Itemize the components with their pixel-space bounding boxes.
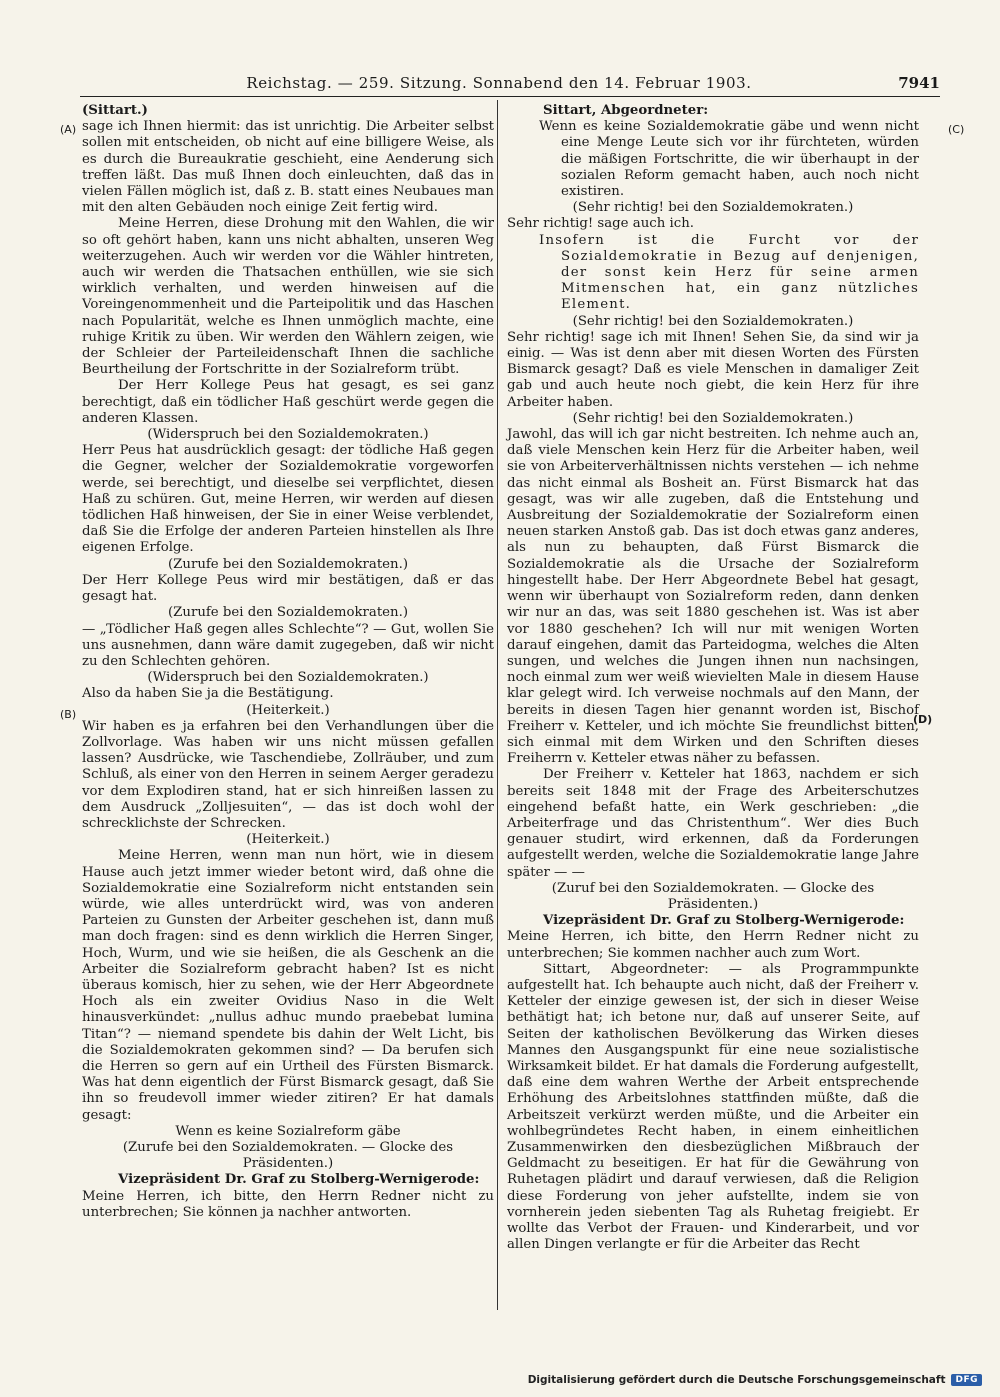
speaker-name: Vizepräsident Dr. Graf zu Stolberg-Wernigerode: [543,913,905,929]
interjection: (Zuruf bei den Sozialdemokraten. — Glocke des Präsidenten.) [551,880,875,912]
paragraph: Sittart, Abgeordneter: — als Programmpunkte aufgestellt hat. Ich behaupte auch nicht, daß der Freiherr v. Ketteler der einzige gewesen ist, der sich in dieser Weise bethätigt hat; ich betone nur, daß auf unserer Seite, auf Seiten der katholischen Bevölkerung das Wirken dieses Mannes den Ausgangspunkt für eine neue sozialistische Wirksamkeit bildet. Er hat damals die Forderung aufgestellt, daß eine dem wahren Werthe der Arbeit entsprechende Erhöhung des Arbeitslohnes stattfinden müßte, daß die Arbeitszeit verkürzt werden müßte, und die Arbeiter ein wohlbegründetes Recht haben, in einem einheitlichen Zusammenwirken den diesbezüglichen Mißbrauch der Geldmacht zu beseitigen. Er hat für die Gewährung von Ruhetagen plädirt und darauf verwiesen, daß die Religion diese Forderung von jeher aufstellte, indem sie von vornherein jeden siebenten Tag als Ruhetag freigiebt. Er wollte das Verbot der Frauen- und Kinderarbeit, und vor allen Dingen verlangte er für die Arbeiter das Recht [507,961,919,1253]
paragraph: Meine Herren, ich bitte, den Herrn Redner nicht zu unterbrechen; Sie können ja nachher antworten. [82,1188,494,1220]
header-rule [80,96,940,97]
speaker-reference: (Sittart.) [82,103,148,118]
paragraph: Sehr richtig! sage auch ich. [507,216,695,232]
interjection: (Sehr richtig! bei den Sozialdemokraten.) [572,200,854,216]
paragraph: Meine Herren, ich bitte, den Herrn Redner nicht zu unterbrechen; Sie kommen nachher auch zum Wort. [507,929,919,961]
interjection: (Zurufe bei den Sozialdemokraten. — Glocke des Präsidenten.) [122,1140,454,1172]
quotation: Wenn es keine Sozialreform gäbe [175,1123,401,1139]
margin-mark-c: (C) [948,123,965,136]
paragraph: Jawohl, das will ich gar nicht bestreiten. Ich nehme auch an, daß viele Menschen kein Herz für die Arbeiter haben, weil sie von Arbeiterverhältnissen nichts verstehen — ich nehme das nicht einmal als Bosheit an. Fürst Bismarck hat das gesagt, was wir alle zugeben, daß die Entstehung und Ausbreitung der Sozialdemokratie der Sozialreform einen neuen starken Anstoß gab. Das ist doch etwas ganz anderes, als nun zu behaupten, daß Fürst Bismarck die Sozialdemokratie als die Ursache der Sozialreform hingestellt habe. Der Herr Abgeordnete Bebel hat gesagt, wenn wir überhaupt von Sozialreform reden, dann denken wir nur an das, was seit 1880 geschehen ist. Was ist aber vor 1880 geschehen? Ich will nur mit wenigen Worten darauf eingehen, damit das Parteidogma, welches die Alten sungen, und welches die Jungen ihnen nun nachsingen, noch einmal zum wer weiß wievielten Male in diesem Hause klar gelegt wird. Ich verweise nochmals auf den Mann, der bereits in diesen Tagen hier genannt worden ist, Bischof Freiherr v. Ketteler, und ich möchte Sie freundlichst bitten, sich einmal mit dem Wirken und den Schriften dieses Freiherrn v. Ketteler etwas näher zu befassen. [507,427,919,767]
paragraph: Also da haben Sie ja die Bestätigung. [82,686,334,702]
interjection: (Heiterkeit.) [246,832,330,848]
page-number: 7941 [898,74,940,92]
quotation: Insofern ist die Furcht vor der Sozialdemokratie in Bezug auf denjenigen, der sonst kein Herz für seine armen Mitmenschen hat, ein ganz nützliches Element. [539,232,919,313]
interjection: (Zurufe bei den Sozialdemokraten.) [167,605,409,621]
column-divider [497,100,498,1310]
page-header [58,74,940,96]
interjection: (Heiterkeit.) [246,702,330,718]
margin-mark-b: (B) [60,708,77,721]
paragraph: Der Herr Kollege Peus hat gesagt, es sei ganz berechtigt, daß ein tödlicher Haß geschürt werde gegen die anderen Klassen. [82,378,494,426]
dfg-logo: DFG [951,1374,982,1386]
paragraph: Sehr richtig! sage ich mit Ihnen! Sehen Sie, da sind wir ja einig. — Was ist denn aber mit diesen Worten des Fürsten Bismarck gesagt? Daß es viele Menschen in damaliger Zeit gab und auch heute noch giebt, die kein Herz für ihre Arbeiter haben. [507,329,919,410]
margin-mark-d: (D) [913,713,933,726]
interjection: (Sehr richtig! bei den Sozialdemokraten.) [572,313,854,329]
footer-text: Digitalisierung gefördert durch die Deutsche Forschungsgemeinschaft [527,1374,946,1386]
interjection: (Widerspruch bei den Sozialdemokraten.) [147,670,429,686]
interjection: (Zurufe bei den Sozialdemokraten.) [167,556,409,572]
left-column [82,103,494,1221]
paragraph: sage ich Ihnen hiermit: das ist unrichtig. Die Arbeiter selbst sollen mit entscheiden, ob nicht auf eine billigere Weise, als es durch die Bureaukratie geschieht, eine Aenderung sich treffen läßt. Das muß Ihnen doch einleuchten, daß das in vielen Fällen möglich ist, daß z. B. statt eines Neubaues man mit den alten Gebäuden noch einige Zeit fertig wird. [82,119,494,216]
paragraph: — „Tödlicher Haß gegen alles Schlechte“? — Gut, wollen Sie uns ausnehmen, dann wäre damit zugegeben, daß wir nicht zu den Schlechten gehören. [82,621,494,669]
page-header-title: Reichstag. — 259. Sitzung. Sonnabend den 14. Februar 1903. [246,74,752,92]
paragraph: Wir haben es ja erfahren bei den Verhandlungen über die Zollvorlage. Was haben wir uns nicht müssen gefallen lassen? Ausdrücke, wie Taschendiebe, Zollräuber, und zum Schluß, als einer von den Herren in seinem Aerger geradezu vor dem Explodiren stand, hat er sich hinreißen lassen zu dem Ausdruck „Zolljesuiten“, — das ist doch wohl der schrecklichste der Schrecken. [82,718,494,831]
right-column [507,103,919,1253]
speaker-name: Vizepräsident Dr. Graf zu Stolberg-Wernigerode: [118,1172,480,1188]
footer [528,1374,982,1386]
interjection: (Sehr richtig! bei den Sozialdemokraten.) [572,410,854,426]
paragraph: Meine Herren, wenn man nun hört, wie in diesem Hause auch jetzt immer wieder betont wird, daß ohne die Sozialdemokratie eine Sozialreform nicht entstanden sein würde, wie alles unterdrückt wird, was von anderen Parteien zu Gunsten der Arbeiter geschehen ist, dann muß man doch fragen: sind es denn wirklich die Herren Singer, Hoch, Wurm, und wie sie heißen, die als Geschenk an die Arbeiter die Sozialreform gebracht haben? Ist es nicht überaus komisch, hier zu sehen, wie der Herr Abgeordnete Hoch als ein zweiter Ovidius Naso in die Welt hinausverkündet: „nullus adhuc mundo praebebat lumina Titan“? — niemand spendete bis dahin der Welt Licht, bis die Sozialdemokraten gekommen sind? — Da berufen sich die Herren so gern auf ein Urtheil des Fürsten Bismarck. Was hat denn eigentlich der Fürst Bismarck gesagt, daß Sie ihn so freudevoll immer wieder zitiren? Er hat damals gesagt: [82,848,494,1123]
margin-mark-a: (A) [60,123,77,136]
interjection: (Widerspruch bei den Sozialdemokraten.) [147,427,429,443]
speaker-name: Sittart, Abgeordneter: [543,103,709,118]
paragraph: Meine Herren, diese Drohung mit den Wahlen, die wir so oft gehört haben, kann uns nicht abhalten, unseren Weg weiterzugehen. Auch wir werden vor die Wähler hintreten, auch wir werden die Thatsachen enthüllen, wie sie sich wirklich verhalten, und werden hinweisen auf die Voreingenommenheit und die Parteipolitik und das Haschen nach Popularität, welche es Ihnen unmöglich machte, eine ruhige Kritik zu üben. Wir werden den Wählern zeigen, wie der Schleier der Parteileidenschaft Ihnen die sachliche Beurtheilung der Fortschritte in der Sozialreform trübt. [82,216,494,378]
paragraph: Der Herr Kollege Peus wird mir bestätigen, daß er das gesagt hat. [82,572,494,605]
quotation: Wenn es keine Sozialdemokratie gäbe und wenn nicht eine Menge Leute sich vor ihr fürchteten, würden die mäßigen Fortschritte, die wir überhaupt in der sozialen Reform gemacht haben, auch noch nicht existiren. [539,119,919,200]
paragraph: Herr Peus hat ausdrücklich gesagt: der tödliche Haß gegen die Gegner, welcher der Sozialdemokratie vorgeworfen werde, sei berechtigt, und dieselbe sei verpflichtet, diesen Haß zu schüren. Gut, meine Herren, wir werden auf diesen tödlichen Haß hinweisen, der Sie in einer Weise verblendet, daß Sie die Erfolge der anderen Parteien hinstellen als Ihre eigenen Erfolge. [82,443,494,556]
paragraph: Der Freiherr v. Ketteler hat 1863, nachdem er sich bereits seit 1848 mit der Frage des Arbeiterschutzes eingehend befaßt hatte, ein Werk geschrieben: „die Arbeiterfrage und das Christenthum“. Wer dies Buch genauer studirt, wird erkennen, daß da Forderungen aufgestellt werden, welche die Sozialdemokratie lange Jahre später — — [507,767,919,880]
